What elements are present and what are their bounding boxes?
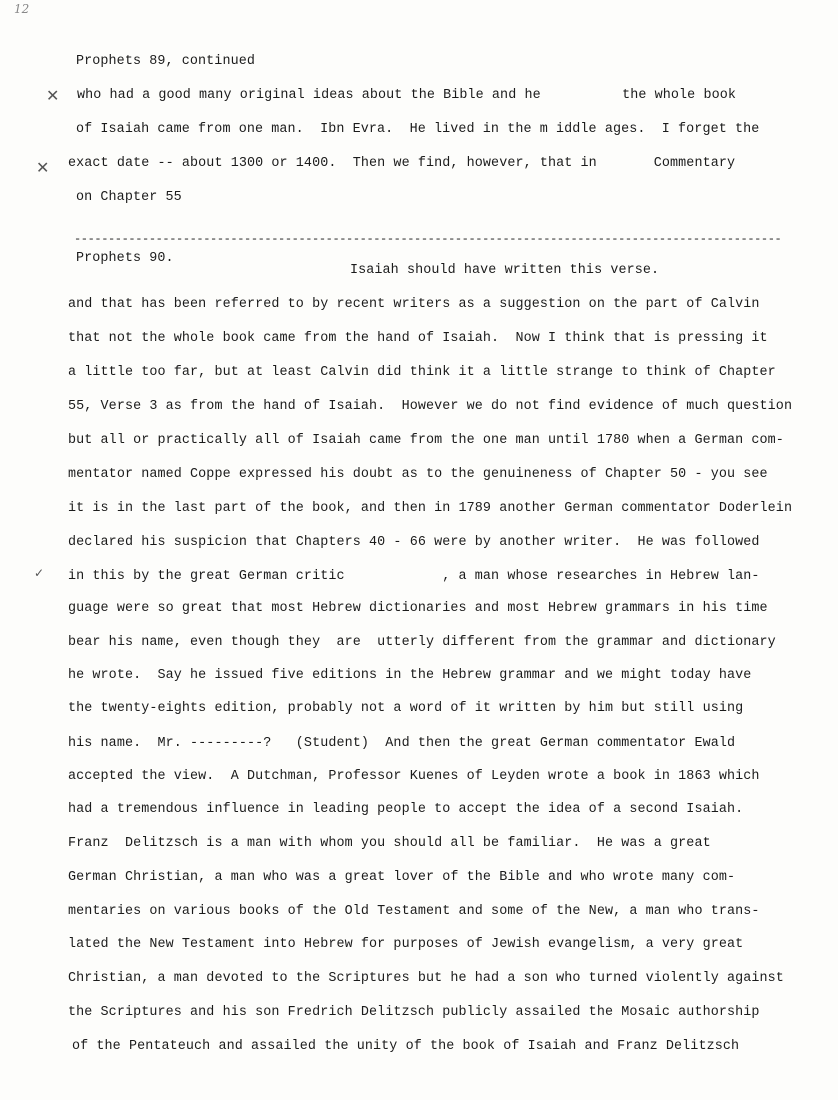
- text-line: had a tremendous influence in leading people to accept the idea of a second Isaiah.: [68, 802, 744, 817]
- text-line: of Isaiah came from one man. Ibn Evra. He lived in the m iddle ages. I forget the: [76, 122, 760, 137]
- text-line: German Christian, a man who was a great lover of the Bible and who wrote many com-: [68, 870, 736, 885]
- text-line: it is in the last part of the book, and then in 1789 another German commentator Doderlein: [68, 501, 793, 516]
- text-line: mentaries on various books of the Old Testament and some of the New, a man who trans-: [68, 904, 760, 919]
- text-line: declared his suspicion that Chapters 40 - 66 were by another writer. He was followed: [68, 535, 760, 550]
- text-line: the Scriptures and his son Fredrich Delitzsch publicly assailed the Mosaic authorship: [68, 1005, 760, 1020]
- text-line: his name. Mr. ---------? (Student) And then the great German commentator Ewald: [68, 736, 736, 751]
- text-line: Christian, a man devoted to the Scriptures but he had a son who turned violently against: [68, 971, 784, 986]
- text-line: guage were so great that most Hebrew dictionaries and most Hebrew grammars in his time: [68, 601, 768, 616]
- text-line: of the Pentateuch and assailed the unity of the book of Isaiah and Franz Delitzsch: [72, 1039, 740, 1054]
- text-line: lated the New Testament into Hebrew for purposes of Jewish evangelism, a very great: [68, 937, 744, 952]
- cross-mark-icon: ✕: [36, 158, 50, 177]
- check-mark-icon: ✓: [34, 566, 45, 580]
- section-heading: Prophets 89, continued: [76, 54, 255, 69]
- text-line: a little too far, but at least Calvin did think it a little strange to think of Chapter: [68, 365, 776, 380]
- text-line: Franz Delitzsch is a man with whom you should all be familiar. He was a great: [68, 836, 711, 851]
- text-line: he wrote. Say he issued five editions in the Hebrew grammar and we might today have: [68, 668, 752, 683]
- text-line: that not the whole book came from the hand of Isaiah. Now I think that is pressing it: [68, 331, 768, 346]
- text-line: 55, Verse 3 as from the hand of Isaiah. However we do not find evidence of much question: [68, 399, 793, 414]
- text-line: exact date -- about 1300 or 1400. Then we find, however, that in Commentary: [68, 156, 736, 171]
- cross-mark-icon: ✕: [46, 86, 60, 105]
- text-line: bear his name, even though they are utterly different from the grammar and dictionary: [68, 635, 776, 650]
- text-line: who had a good many original ideas about the Bible and he the whole book: [77, 88, 736, 103]
- text-line: accepted the view. A Dutchman, Professor Kuenes of Leyden wrote a book in 1863 which: [68, 769, 760, 784]
- text-line: on Chapter 55: [76, 190, 182, 205]
- text-line: Isaiah should have written this verse.: [350, 263, 660, 278]
- section-divider: --------------------------------------------------------------------------------------------------------: [74, 232, 782, 246]
- text-line: mentator named Coppe expressed his doubt as to the genuineness of Chapter 50 - you see: [68, 467, 768, 482]
- corner-note: 12: [14, 2, 30, 16]
- text-line: the twenty-eights edition, probably not a word of it written by him but still using: [68, 701, 744, 716]
- text-line: and that has been referred to by recent writers as a suggestion on the part of Calvin: [68, 297, 760, 312]
- text-line: but all or practically all of Isaiah came from the one man until 1780 when a German com-: [68, 433, 784, 448]
- section-heading: Prophets 90.: [76, 251, 174, 266]
- text-line: in this by the great German critic , a man whose researches in Hebrew lan-: [68, 569, 760, 584]
